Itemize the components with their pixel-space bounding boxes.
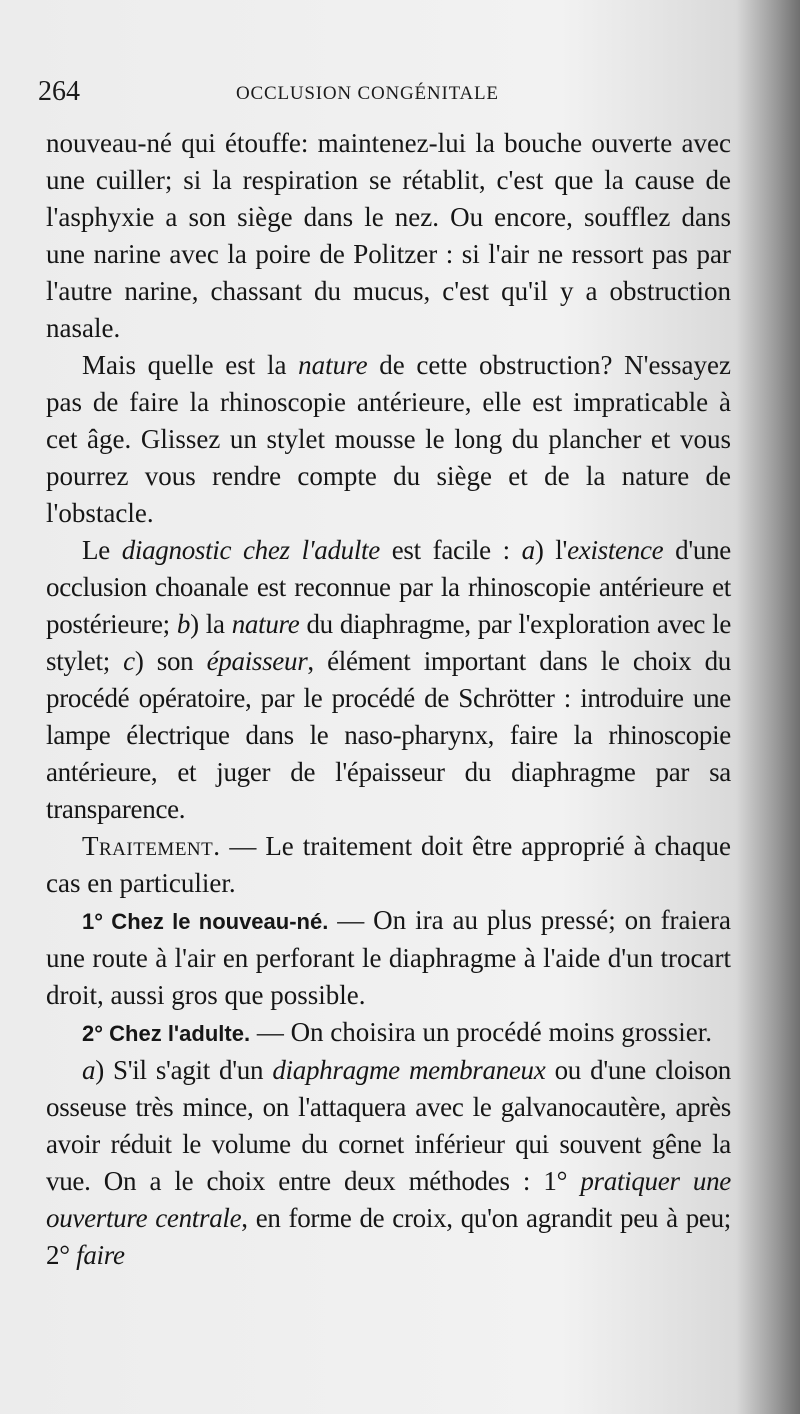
subheading-newborn: 1° Chez le nouveau-né. (82, 909, 329, 934)
enum-mark-a: a (521, 535, 535, 565)
paragraph-2-text-a: Mais quelle est la (82, 350, 299, 380)
paragraph-3-text-b: est facile : (379, 535, 522, 565)
italic-diaphragme: diaphragme membraneux (272, 1055, 546, 1085)
italic-pratiquer: pratiquer une ouverture centrale (46, 1166, 731, 1233)
subheading-adult: 2° Chez l'adulte. (82, 1021, 251, 1046)
italic-faire: faire (76, 1240, 125, 1270)
paragraph-3-text-a: Le (82, 535, 122, 565)
paragraph-1 (46, 125, 731, 347)
italic-nature: nature (298, 350, 368, 380)
paragraph-newborn (46, 902, 731, 1014)
page-header (38, 76, 738, 106)
paragraph-3-text-d: d'une occlusion choanale est reconnue par la rhinoscopie antérieure et postérieure; (46, 535, 731, 639)
enum-mark-a-2: a (82, 1055, 96, 1085)
paragraph-treatment-text: — Le traitement doit être approprié à chaque cas en particulier. (46, 831, 731, 898)
enum-mark-b: b (176, 609, 191, 639)
paragraph-3-text-c: ) l' (534, 535, 568, 565)
paragraph-3-text-f: du diaphragme, par l'exploration avec le stylet; (46, 609, 732, 676)
paragraph-newborn-text: — On ira au plus pressé; on fraiera une route à l'air en perforant le diaphragme à l'aide d'un trocart droit, aussi gros que possible. (46, 905, 731, 1010)
paragraph-2-text-b: de cette obstruction? N'essayez pas de faire la rhinoscopie antérieure, elle est impraticable à cet âge. Glissez un stylet mousse le long du plancher et vous pourrez vous rendre compte du siège et de la nature de l'obstacle. (46, 350, 731, 528)
paragraph-a-text-b: ou d'une cloison osseuse très mince, on l'attaquera avec le galvanocautère, après avoir réduit le volume du cornet inférieur qui souvent gêne la vue. On a le choix entre deux méthodes : 1° (46, 1055, 732, 1196)
paragraph-a-text-c: , en forme de croix, qu'on agrandit peu à peu; 2° (46, 1203, 731, 1270)
paragraph-a-text-a: ) S'il s'agit d'un (95, 1055, 273, 1085)
paragraph-adult (46, 1014, 731, 1052)
paragraph-3-text-h: , élément important dans le choix du procédé opératoire, par le procédé de Schrötter : introduire une lampe électrique dans le naso-pharynx, faire la rhinoscopie antérieure, et juger de l'épaisseur du diaphragme par sa transparence. (46, 646, 731, 824)
paragraph-3-text-g: ) son (134, 646, 207, 676)
italic-nature-2: nature (231, 609, 300, 639)
enum-mark-c: c (123, 646, 135, 676)
body-text (46, 125, 731, 1274)
page-number: 264 (38, 76, 80, 107)
paragraph-1-text: nouveau-né qui étouffe: maintenez-lui la bouche ouverte avec une cuiller; si la respiration se rétablit, c'est que la cause de l'asphyxie a son siège dans le nez. Ou encore, soufflez dans une narine avec la poire de Politzer : si l'air ne ressort pas par l'autre narine, chassant du mucus, c'est qu'il y a obstruction nasale. (46, 128, 731, 343)
paragraph-a (46, 1052, 731, 1274)
italic-existence: existence (567, 535, 664, 565)
paragraph-adult-text: — On choisira un procédé moins grossier. (250, 1017, 712, 1047)
paragraph-treatment (46, 828, 731, 902)
paragraph-2 (46, 347, 731, 532)
italic-diagnostic: diagnostic chez l'adulte (121, 535, 380, 565)
running-title: OCCLUSION CONGÉNITALE (236, 83, 499, 104)
paragraph-3-text-e: ) la (190, 609, 232, 639)
paragraph-3 (46, 532, 731, 828)
section-heading-traitement: Traitement. (82, 831, 221, 861)
italic-epaisseur: épaisseur (206, 646, 308, 676)
